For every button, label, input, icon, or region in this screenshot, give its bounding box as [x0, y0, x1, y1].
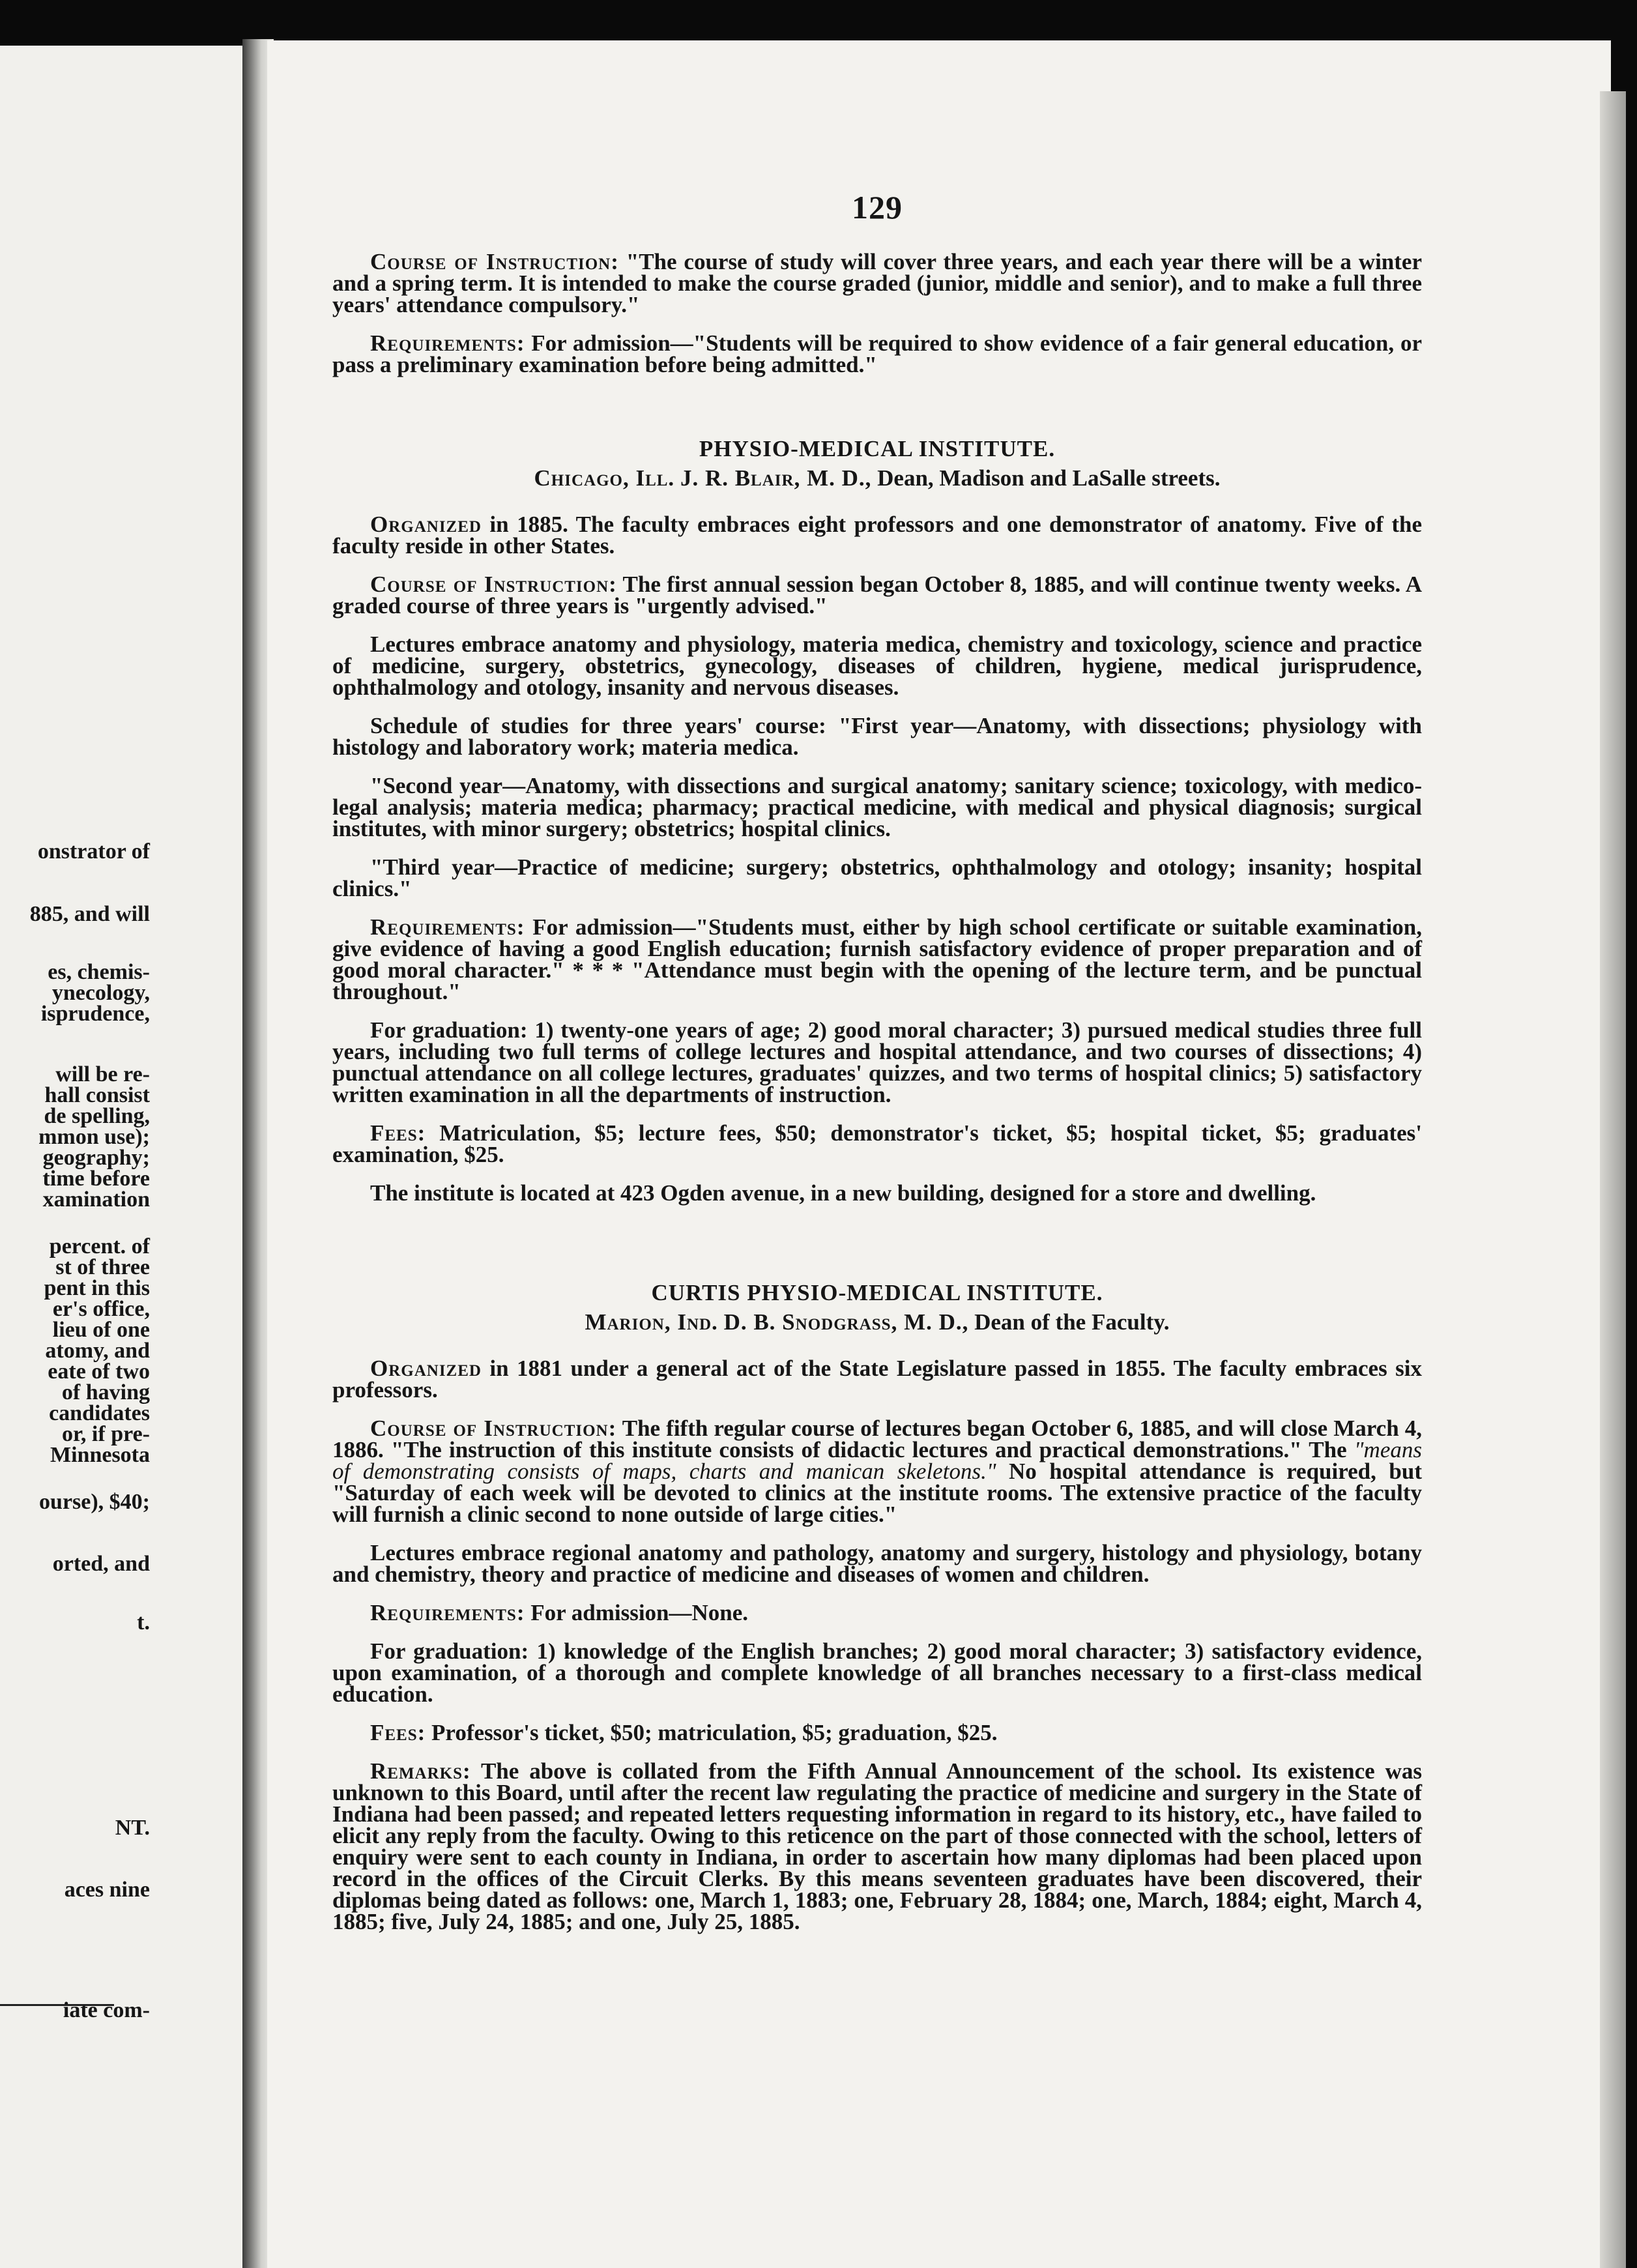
- left-page-line: Minnesota: [50, 1443, 150, 1467]
- left-page-line: NT.: [115, 1816, 150, 1840]
- left-page-line: time before: [42, 1167, 150, 1191]
- left-page-line: will be re-: [55, 1062, 150, 1086]
- left-page-line: isprudence,: [40, 1002, 150, 1026]
- left-page-line: atomy, and: [45, 1339, 150, 1363]
- left-page-line: pent in this: [44, 1276, 150, 1300]
- curtis-title: CURTIS PHYSIO-MEDICAL INSTITUTE.: [651, 1280, 1103, 1305]
- physio-requirements-paragraph: Requirements: For admission—"Students must, either by high school certificate or suitable examination, give evidence of having a good English education; furnish satisfactory evidence of proper preparation and of good moral character." * * * "Attendance must begin with the opening of the lecture term, and be punctual throughout.": [332, 914, 1422, 1004]
- left-page-line: aces nine: [64, 1878, 150, 1902]
- physio-graduation-paragraph: For graduation: 1) twenty-one years of age; 2) good moral character; 3) pursued medical studies three full years, including two full terms of college lectures and hospital attendance, and two courses of dissections; 4) punctual attendance on all college lectures, graduates' quizzes, and two terms of hospital clinics; 5) satisfactory written examination in all the departments of instruction.: [332, 1017, 1422, 1107]
- physio-fees-paragraph: Fees: Matriculation, $5; lecture fees, $50; demonstrator's ticket, $5; hospital ticket, $5; graduates' examination, $25.: [332, 1120, 1422, 1167]
- curtis-organized-paragraph: Organized in 1881 under a general act of the State Legislature passed in 1855. The faculty embraces six professors.: [332, 1356, 1422, 1403]
- page-content: [332, 189, 1422, 1949]
- curtis-requirements-paragraph: Requirements: For admission—None.: [370, 1600, 749, 1625]
- left-page-line: ourse), $40;: [39, 1490, 150, 1514]
- physio-third-year-paragraph: "Third year—Practice of medicine; surgery; obstetrics, ophthalmology and otology; insanity; hospital clinics.": [332, 854, 1422, 901]
- left-page-line: or, if pre-: [61, 1422, 150, 1446]
- physio-organized-paragraph: Organized in 1885. The faculty embraces eight professors and one demonstrator of anatomy. Five of the faculty reside in other States.: [332, 512, 1422, 559]
- physio-subheading: Chicago, Ill. J. R. Blair, M. D., Dean, Madison and LaSalle streets.: [534, 465, 1221, 491]
- curtis-graduation-paragraph: For graduation: 1) knowledge of the English branches; 2) good moral character; 3) satisfactory evidence, upon examination, of a thorough and complete knowledge of all branches necessary to a first-class medical education.: [332, 1638, 1422, 1707]
- curtis-fees-paragraph: Fees: Professor's ticket, $50; matriculation, $5; graduation, $25.: [370, 1720, 998, 1745]
- physio-title: PHYSIO-MEDICAL INSTITUTE.: [699, 436, 1056, 461]
- left-page-line: eate of two: [48, 1359, 150, 1384]
- physio-course-paragraph: Course of Instruction: The first annual session began October 8, 1885, and will continue twenty weeks. A graded course of three years is "urgently advised.": [332, 572, 1422, 618]
- curtis-subheading: Marion, Ind. D. B. Snodgrass, M. D., Dean of the Faculty.: [585, 1309, 1170, 1335]
- page-number: 129: [852, 189, 903, 225]
- left-page-line: t.: [137, 1610, 150, 1635]
- left-page-line: er's office,: [52, 1297, 150, 1321]
- left-page-line: de spelling,: [44, 1104, 150, 1128]
- left-page-line: hall consist: [44, 1083, 150, 1107]
- physio-lectures-paragraph: Lectures embrace anatomy and physiology, materia medica, chemistry and toxicology, science and practice of medicine, surgery, obstetrics, gynecology, diseases of children, hygiene, medical jurisprudence, ophthalmology and otology, insanity and nervous diseases.: [332, 632, 1422, 700]
- left-page-line: percent. of: [49, 1234, 150, 1258]
- physio-schedule-paragraph: Schedule of studies for three years' course: "First year—Anatomy, with dissections; physiology with histology and laboratory work; materia medica.: [332, 713, 1422, 760]
- left-page-rule: [0, 2004, 114, 2006]
- left-page-line: st of three: [55, 1255, 150, 1279]
- left-page-line: 885, and will: [29, 902, 150, 926]
- left-page-line: onstrator of: [37, 839, 150, 864]
- left-page-line: iate com-: [63, 1998, 150, 2022]
- physio-second-year-paragraph: "Second year—Anatomy, with dissections and surgical anatomy; sanitary science; toxicology, with medico-legal analysis; materia medica; pharmacy; practical medicine, with medical and physical diagnosis; surgical institutes, with minor surgery; obstetrics; hospital clinics.: [332, 773, 1422, 841]
- left-page-line: xamination: [42, 1187, 150, 1212]
- left-page-line: candidates: [49, 1401, 150, 1425]
- left-page-line: orted, and: [52, 1552, 150, 1576]
- left-page-line: lieu of one: [52, 1318, 150, 1342]
- curtis-lectures-paragraph: Lectures embrace regional anatomy and pathology, anatomy and surgery, histology and physiology, botany and chemistry, theory and practice of medicine and diseases of women and children.: [332, 1540, 1422, 1587]
- intro-course-paragraph: Course of Instruction: "The course of study will cover three years, and each year there will be a winter and a spring term. It is intended to make the course graded (junior, middle and senior), and to make a full three years' attendance compulsory.": [332, 249, 1422, 317]
- left-page-line: ynecology,: [51, 981, 150, 1005]
- left-page-fragment: [0, 46, 244, 2268]
- curtis-remarks-paragraph: Remarks: The above is collated from the Fifth Annual Announcement of the school. Its existence was unknown to this Board, until after the recent law regulating the practice of medicine and surgery in the State of Indiana had been passed; and repeated letters requesting information in regard to its history, etc., have failed to elicit any reply from the faculty. Owing to this reticence on the part of those connected with the school, letters of enquiry were sent to each county in Indiana, in order to ascertain how many diplomas had been placed upon record in the offices of the Circuit Clerks. By this means seventeen graduates have been discovered, their diplomas being dated as follows: one, March 1, 1883; one, February 28, 1884; one, March, 1884; eight, March 4, 1885; five, July 24, 1885; and one, July 25, 1885.: [332, 1758, 1422, 1934]
- left-page-line: es, chemis-: [48, 960, 150, 984]
- page-edge: [1600, 91, 1626, 2268]
- right-page: [267, 40, 1611, 2268]
- intro-requirements-paragraph: Requirements: For admission—"Students will be required to show evidence of a fair general education, or pass a preliminary examination before being admitted.": [332, 330, 1422, 377]
- left-page-line: geography;: [42, 1146, 150, 1170]
- left-page-line: of having: [61, 1380, 150, 1404]
- left-page-line: mmon use);: [38, 1125, 150, 1149]
- physio-location-paragraph: The institute is located at 423 Ogden avenue, in a new building, designed for a store and dwelling.: [370, 1180, 1316, 1206]
- curtis-course-paragraph: Course of Instruction: The fifth regular course of lectures began October 6, 1885, and will close March 4, 1886. "The instruction of this institute consists of didactic lectures and practical demonstrations." The "means of demonstrating consists of maps, charts and manican skeletons." No hospital attendance is required, but "Saturday of each week will be devoted to clinics at the institute rooms. The extensive practice of the faculty will furnish a clinic second to none outside of large cities.": [332, 1416, 1422, 1527]
